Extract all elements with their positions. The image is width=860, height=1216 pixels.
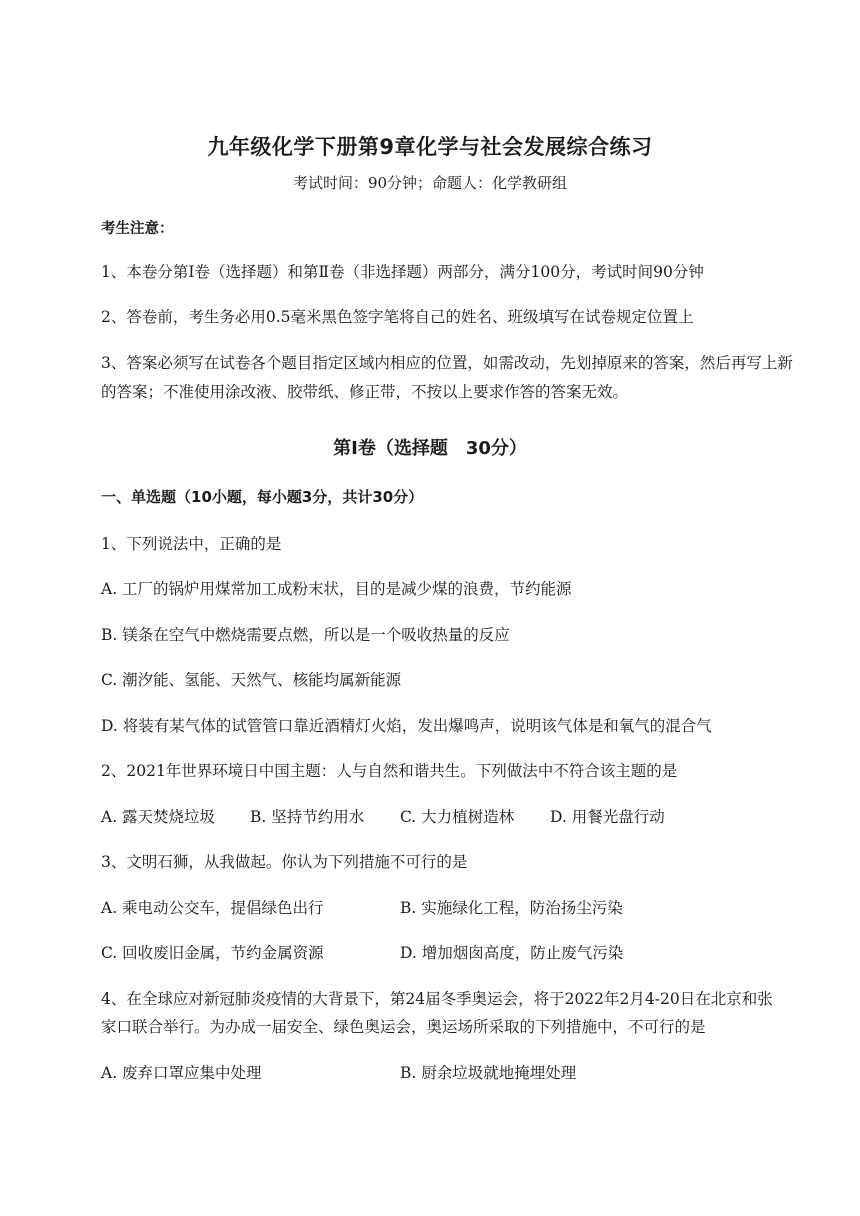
question-2-option-d: D. 用餐光盘行动 bbox=[550, 808, 665, 826]
question-4-stem: 4、在全球应对新冠肺炎疫情的大背景下，第24届冬季奥运会，将于2022年2月4-20日在北京和张 bbox=[101, 990, 773, 1008]
question-2-option-a: A. 露天焚烧垃圾 bbox=[101, 808, 216, 826]
question-3-option-c: C. 回收废旧金属，节约金属资源 bbox=[101, 944, 324, 962]
notice-item-3-cont: 的答案；不准使用涂改液、胶带纸、修正带，不按以上要求作答的答案无效。 bbox=[101, 383, 629, 401]
question-4-option-a: A. 废弃口罩应集中处理 bbox=[101, 1064, 262, 1082]
question-2-stem: 2、2021年世界环境日中国主题：人与自然和谐共生。下列做法中不符合该主题的是 bbox=[101, 762, 678, 780]
exam-info: 考试时间：90分钟；命题人：化学教研组 bbox=[292, 174, 568, 192]
question-2-option-b: B. 坚持节约用水 bbox=[250, 808, 365, 826]
question-1-stem: 1、下列说法中，正确的是 bbox=[101, 535, 282, 553]
question-1-option-a: A. 工厂的锅炉用煤常加工成粉末状，目的是减少煤的浪费，节约能源 bbox=[101, 580, 572, 598]
notice-item-1: 1、本卷分第Ⅰ卷（选择题）和第Ⅱ卷（非选择题）两部分，满分100分，考试时间90分钟 bbox=[101, 263, 704, 281]
section-title: 第Ⅰ卷（选择题 30分） bbox=[333, 438, 527, 459]
question-1-option-b: B. 镁条在空气中燃烧需要点燃，所以是一个吸收热量的反应 bbox=[101, 626, 510, 644]
question-3-option-d: D. 增加烟囱高度，防止废气污染 bbox=[400, 944, 624, 962]
question-4-option-b: B. 厨余垃圾就地掩埋处理 bbox=[400, 1064, 577, 1082]
question-3-option-b: B. 实施绿化工程，防治扬尘污染 bbox=[400, 899, 623, 917]
question-4-stem-cont: 家口联合举行。为办成一届安全、绿色奥运会，奥运场所采取的下列措施中，不可行的是 bbox=[101, 1018, 706, 1036]
question-3-stem: 3、文明石狮，从我做起。你认为下列措施不可行的是 bbox=[101, 853, 468, 871]
notice-heading: 考生注意： bbox=[101, 221, 174, 237]
notice-item-3: 3、答案必须写在试卷各个题目指定区域内相应的位置，如需改动，先划掉原来的答案，然后再写上新 bbox=[101, 354, 793, 372]
question-1-option-c: C. 潮汐能、氢能、天然气、核能均属新能源 bbox=[101, 671, 402, 689]
question-3-option-a: A. 乘电动公交车，提倡绿色出行 bbox=[101, 899, 324, 917]
page-title: 九年级化学下册第9章化学与社会发展综合练习 bbox=[207, 135, 653, 159]
notice-item-2: 2、答卷前，考生务必用0.5毫米黑色签字笔将自己的姓名、班级填写在试卷规定位置上 bbox=[101, 308, 694, 326]
part-heading: 一、单选题（10小题，每小题3分，共计30分） bbox=[101, 488, 424, 506]
question-2-option-c: C. 大力植树造林 bbox=[400, 808, 515, 826]
question-1-option-d: D. 将装有某气体的试管管口靠近酒精灯火焰，发出爆鸣声，说明该气体是和氧气的混合气 bbox=[101, 717, 712, 735]
